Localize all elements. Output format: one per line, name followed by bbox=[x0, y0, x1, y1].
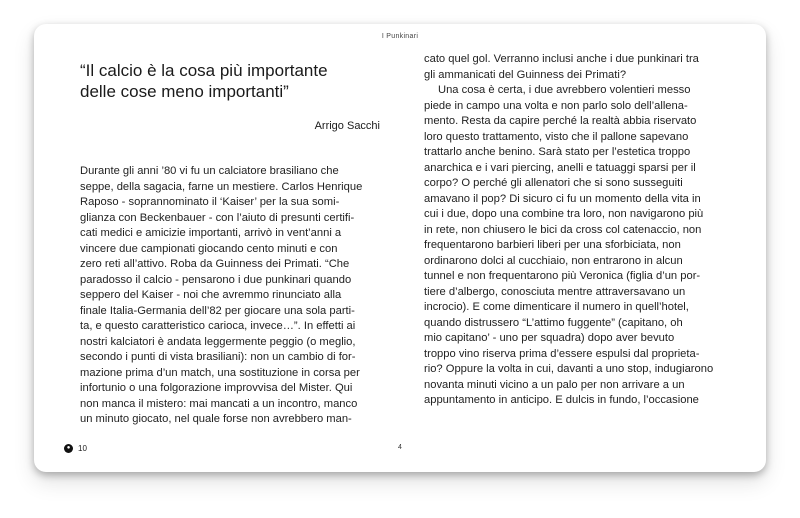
text-line: Una cosa è certa, i due avrebbero volentieri messo bbox=[438, 84, 691, 96]
text-line: corpo? O perché gli allenatori che si sono susseguiti bbox=[424, 177, 683, 189]
right-page-text bbox=[424, 52, 722, 409]
quote-author: Arrigo Sacchi bbox=[314, 120, 380, 132]
text-line: glianza con Beckenbauer - con l’aiuto di presunti certifi- bbox=[80, 211, 355, 224]
text-line: appuntamento in anticipo. E dulcis in fundo, l’occasione bbox=[424, 394, 699, 406]
epigraph-quote bbox=[80, 60, 380, 102]
text-line: zero reti all’attivo. Roba da Guinness dei Primati. “Che bbox=[80, 258, 350, 270]
running-header: I Punkinari bbox=[381, 33, 419, 40]
paragraph bbox=[424, 83, 722, 409]
publisher-logo-icon: ● bbox=[64, 444, 73, 453]
text-line: piede in campo una volta e non parlo solo dell’allena- bbox=[424, 99, 688, 112]
text-line: loro questo trattamento, visto che il pallone sapevano bbox=[424, 130, 689, 143]
text-line: tunnel e non frequentarono più Veronica (figlia d’un por- bbox=[424, 270, 701, 282]
text-line: mazione prima d’un match, una sostituzione in corsa per bbox=[80, 366, 360, 379]
paragraph bbox=[424, 52, 722, 83]
text-line: secondo i punti di vista brasiliani): non un cambio di for- bbox=[80, 351, 356, 363]
quote-line: delle cose meno importanti” bbox=[80, 82, 289, 101]
text-line: vincere due campionati giocando cento minuti e con bbox=[80, 242, 338, 255]
text-line: incrocio). E come dimenticare il numero in quell’hotel, bbox=[424, 301, 689, 313]
text-line: non manca il mistero: mai mancati a un incontro, manco bbox=[80, 397, 358, 410]
text-line: seppero del Kaiser - noi che avremmo rinunciato alla bbox=[80, 289, 342, 301]
quote-line: “Il calcio è la cosa più importante bbox=[80, 61, 328, 80]
page-number-left: 10 bbox=[78, 444, 87, 453]
text-line: gli ammanicati del Guinness dei Primati? bbox=[424, 68, 627, 81]
text-line: cui i due, dopo una combine tra loro, non navigarono più bbox=[424, 208, 704, 220]
text-line: frequentarono barbieri liberi per una sforbiciata, non bbox=[424, 239, 681, 251]
text-line: cato quel gol. Verranno inclusi anche i due punkinari tra bbox=[424, 53, 699, 65]
text-line: infortunio o una folgorazione improvvisa del Mister. Qui bbox=[80, 382, 353, 394]
text-line: troppo vino riserva prima d’essere espulsi dal proprieta- bbox=[424, 347, 700, 360]
text-line: trattarlo anche benino. Sarà stato per l’estetica troppo bbox=[424, 146, 691, 158]
text-line: novanta minuti vicino a un palo per non arrivare a un bbox=[424, 378, 685, 391]
text-line: cati medici e amicizie importanti, arrivò in vent’anni a bbox=[80, 227, 342, 239]
text-line: anarchica e i vari piercing, anelli e tatuaggi sparsi per il bbox=[424, 161, 696, 174]
left-page-text bbox=[80, 164, 380, 428]
text-line: amavano il pop? Di sicuro ci fu un momento della vita in bbox=[424, 192, 701, 205]
text-line: quando distrussero “L’attimo fuggente” (capitano, oh bbox=[424, 316, 683, 329]
text-line: ta, e questo caratteristico carioca, invece…”. In effetti ai bbox=[80, 320, 356, 332]
text-line: finale Italia-Germania dell’82 per giocare una sola parti- bbox=[80, 304, 355, 317]
text-line: rio? Oppure la volta in cui, davanti a uno stop, indugiarono bbox=[424, 363, 714, 375]
text-line: mio capitano’ - uno per squadra) dopo aver bevuto bbox=[424, 332, 675, 344]
text-line: un minuto giocato, nel quale forse non avrebbero man- bbox=[80, 413, 352, 425]
text-line: in rete, non chiusero le bici da cross col catenaccio, non bbox=[424, 223, 702, 236]
text-line: Raposo - soprannominato il ‘Kaiser’ per la sua somi- bbox=[80, 196, 340, 208]
text-line: Durante gli anni ’80 vi fu un calciatore brasiliano che bbox=[80, 165, 339, 177]
text-line: paradosso il calcio - pensarono i due punkinari quando bbox=[80, 273, 352, 286]
text-line: mento. Resta da capire perché la realtà abbia riservato bbox=[424, 115, 697, 127]
text-line: nostri kalciatori è andata leggermente peggio (o meglio, bbox=[80, 335, 356, 348]
text-line: ordinarono dolci al cucchiaio, non entrarono in alcun bbox=[424, 254, 683, 267]
book-spread bbox=[34, 24, 766, 472]
text-line: seppe, della sagacia, farne un mestiere. Carlos Henrique bbox=[80, 180, 363, 193]
text-line: tiere d’albergo, conosciuta mentre attraversavano un bbox=[424, 285, 686, 298]
page-number-center: 4 bbox=[398, 444, 402, 451]
